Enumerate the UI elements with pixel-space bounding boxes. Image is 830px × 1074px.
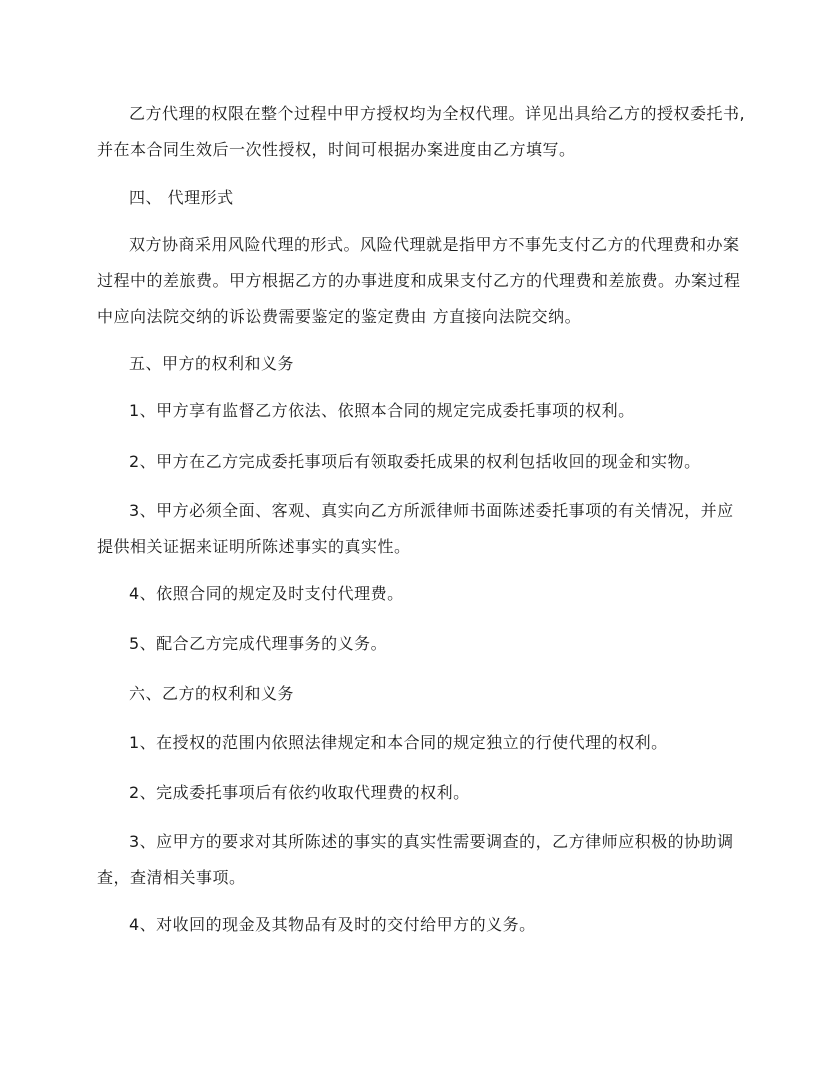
paragraph-line: 并在本合同生效后一次性授权，时间可根据办案进度由乙方填写。 — [97, 140, 576, 159]
list-item-6-2 — [97, 775, 747, 811]
paragraph-agency-form — [97, 227, 747, 335]
heading-text: 六、乙方的权利和义务 — [129, 684, 295, 703]
list-item-6-3 — [97, 824, 747, 896]
section-heading-6 — [97, 676, 747, 712]
paragraph-line: 乙方代理的权限在整个过程中甲方授权均为全权代理。详见出具给乙方的授权委托书, — [129, 104, 746, 123]
paragraph-authority — [97, 96, 747, 168]
paragraph-line: 3、甲方必须全面、客观、真实向乙方所派律师书面陈述委托事项的有关情况，并应 — [129, 501, 734, 520]
list-item-6-1 — [97, 725, 747, 761]
paragraph-line: 1、甲方享有监督乙方依法、依照本合同的规定完成委托事项的权利。 — [129, 401, 635, 420]
section-heading-5 — [97, 346, 747, 382]
paragraph-line: 双方协商采用风险代理的形式。风险代理就是指甲方不事先支付乙方的代理费和办案 — [129, 235, 740, 254]
list-item-5-4 — [97, 576, 747, 612]
list-item-5-2 — [97, 444, 747, 480]
paragraph-line: 4、依照合同的规定及时支付代理费。 — [129, 584, 404, 603]
paragraph-line: 查，查清相关事项。 — [97, 868, 246, 887]
paragraph-line: 4、对收回的现金及其物品有及时的交付给甲方的义务。 — [129, 915, 536, 934]
list-item-6-4 — [97, 907, 747, 943]
list-item-5-3 — [97, 493, 747, 565]
section-heading-4 — [97, 180, 747, 216]
heading-text: 五、甲方的权利和义务 — [129, 354, 295, 373]
paragraph-line: 中应向法院交纳的诉讼费需要鉴定的鉴定费由 方直接向法院交纳。 — [97, 307, 582, 326]
list-item-5-5 — [97, 626, 747, 662]
list-item-5-1 — [97, 393, 747, 429]
paragraph-line: 2、完成委托事项后有依约收取代理费的权利。 — [129, 783, 470, 802]
paragraph-line: 1、在授权的范围内依照法律规定和本合同的规定独立的行使代理的权利。 — [129, 733, 668, 752]
paragraph-line: 3、应甲方的要求对其所陈述的事实的真实性需要调查的，乙方律师应积极的协助调 — [129, 832, 734, 851]
paragraph-line: 提供相关证据来证明所陈述事实的真实性。 — [97, 537, 411, 556]
paragraph-line: 5、配合乙方完成代理事务的义务。 — [129, 634, 388, 653]
paragraph-line: 2、甲方在乙方完成委托事项后有领取委托成果的权利包括收回的现金和实物。 — [129, 452, 701, 471]
paragraph-line: 过程中的差旅费。甲方根据乙方的办事进度和成果支付乙方的代理费和差旅费。办案过程 — [97, 271, 741, 290]
heading-text: 四、 代理形式 — [129, 188, 234, 207]
